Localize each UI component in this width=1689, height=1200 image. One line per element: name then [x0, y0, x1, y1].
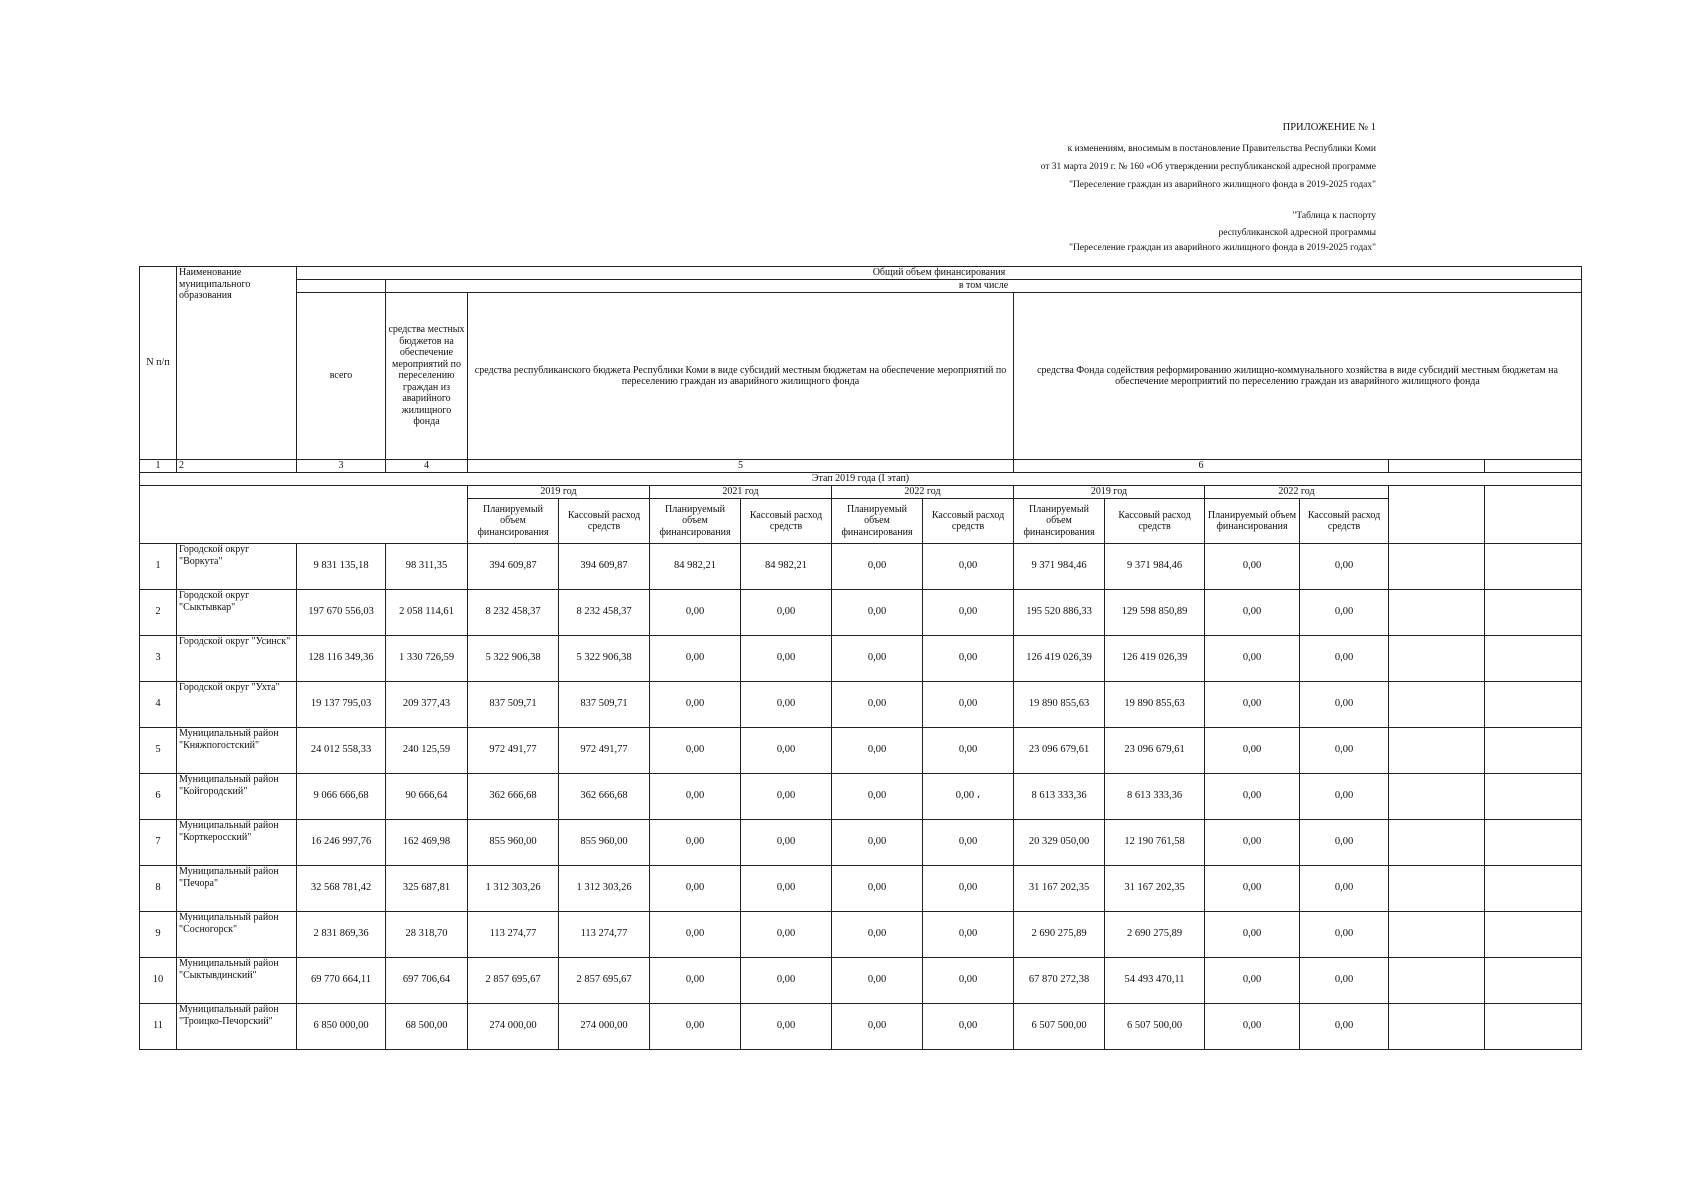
year-2019-fund: 2019 год [1014, 486, 1205, 499]
value-cell: 0,00 [741, 636, 832, 682]
value-cell: 0,00 [832, 636, 923, 682]
value-cell: 0,00 [741, 774, 832, 820]
row-number: 1 [140, 544, 177, 590]
cash-header: Кассовый расход средств [923, 499, 1014, 544]
value-cell: 0,00 [741, 866, 832, 912]
value-cell: 0,00 [923, 636, 1014, 682]
value-cell: 0,00 [741, 728, 832, 774]
value-cell: 23 096 679,61 [1014, 728, 1105, 774]
value-cell: 0,00 [923, 820, 1014, 866]
row-number: 8 [140, 866, 177, 912]
value-cell: 972 491,77 [559, 728, 650, 774]
row-number: 9 [140, 912, 177, 958]
cash-header: Кассовый расход средств [1300, 499, 1389, 544]
col-name-header: Наименование муниципального образования [177, 267, 297, 460]
municipality-name: Городской округ "Ухта" [177, 682, 297, 728]
value-cell: 1 312 303,26 [559, 866, 650, 912]
value-cell: 19 137 795,03 [297, 682, 386, 728]
empty-cell [1485, 590, 1582, 636]
row-number: 3 [140, 636, 177, 682]
value-cell: 362 666,68 [468, 774, 559, 820]
row-number: 7 [140, 820, 177, 866]
value-cell: 0,00 [832, 544, 923, 590]
empty-cell [1389, 958, 1485, 1004]
value-cell: 0,00 [741, 1004, 832, 1050]
value-cell: 8 613 333,36 [1014, 774, 1105, 820]
value-cell: 972 491,77 [468, 728, 559, 774]
value-cell: 362 666,68 [559, 774, 650, 820]
col-number: 6 [1014, 460, 1389, 473]
value-cell: 9 371 984,46 [1105, 544, 1205, 590]
empty-cell [1485, 682, 1582, 728]
value-cell: 0,00 [923, 682, 1014, 728]
value-cell: 6 850 000,00 [297, 1004, 386, 1050]
table-row [140, 544, 1582, 590]
value-cell: 195 520 886,33 [1014, 590, 1105, 636]
value-cell: 9 371 984,46 [1014, 544, 1105, 590]
planned-header: Планируемый объем финансирования [1205, 499, 1300, 544]
value-cell: 2 690 275,89 [1105, 912, 1205, 958]
header-line-3: "Переселение граждан из аварийного жилищного фонда в 2019-2025 годах" [1069, 180, 1376, 190]
value-cell: 2 857 695,67 [468, 958, 559, 1004]
municipality-name: Городской округ "Воркута" [177, 544, 297, 590]
table-row [140, 728, 1582, 774]
value-cell: 0,00 [923, 912, 1014, 958]
value-cell: 0,00 [832, 774, 923, 820]
value-cell: 69 770 664,11 [297, 958, 386, 1004]
value-cell: 0,00 [1300, 866, 1389, 912]
empty-cell [1485, 1004, 1582, 1050]
value-cell: 0,00 [650, 1004, 741, 1050]
value-cell: 6 507 500,00 [1014, 1004, 1105, 1050]
value-cell: 0,00 [650, 636, 741, 682]
empty-cell [1389, 912, 1485, 958]
empty-cell [1389, 1004, 1485, 1050]
municipality-name: Муниципальный район "Печора" [177, 866, 297, 912]
table-row [140, 912, 1582, 958]
value-cell: 2 058 114,61 [386, 590, 468, 636]
value-cell: 113 274,77 [468, 912, 559, 958]
value-cell: 274 000,00 [559, 1004, 650, 1050]
value-cell: 0,00 [650, 820, 741, 866]
col-rep-header: средства республиканского бюджета Республики Коми в виде субсидий местным бюджетам на обеспечение мероприятий по переселению граждан из аварийного жилищного фонда [468, 293, 1014, 460]
value-cell: 0,00 [1205, 820, 1300, 866]
value-cell: 0,00 [741, 820, 832, 866]
empty-cell [1389, 590, 1485, 636]
col-incl-header: в том числе [386, 280, 1582, 293]
row-number: 5 [140, 728, 177, 774]
value-cell: 209 377,43 [386, 682, 468, 728]
empty-cell [1485, 774, 1582, 820]
municipality-name: Муниципальный район "Сыктывдинский" [177, 958, 297, 1004]
col-np-header: N п/п [140, 267, 177, 460]
value-cell: 0,00 [650, 774, 741, 820]
value-cell: 0,00 [1205, 636, 1300, 682]
col-number: 1 [140, 460, 177, 473]
table-row [140, 1004, 1582, 1050]
year-2022-rep: 2022 год [832, 486, 1014, 499]
value-cell: 0,00 [923, 958, 1014, 1004]
value-cell: 240 125,59 [386, 728, 468, 774]
value-cell: 394 609,87 [559, 544, 650, 590]
value-cell: 837 509,71 [559, 682, 650, 728]
table-row [140, 682, 1582, 728]
value-cell: 28 318,70 [386, 912, 468, 958]
header-line-2: от 31 марта 2019 г. № 160 «Об утверждении республиканской адресной программе [1040, 162, 1376, 172]
planned-header: Планируемый объем финансирования [468, 499, 559, 544]
value-cell: 0,00 [1205, 682, 1300, 728]
value-cell: 0,00 ، [923, 774, 1014, 820]
table-row [140, 820, 1582, 866]
empty-cell [1389, 866, 1485, 912]
empty-cell [1389, 636, 1485, 682]
value-cell: 0,00 [1205, 544, 1300, 590]
year-2021-rep: 2021 год [650, 486, 832, 499]
value-cell: 128 116 349,36 [297, 636, 386, 682]
value-cell: 0,00 [1205, 728, 1300, 774]
value-cell: 0,00 [650, 958, 741, 1004]
value-cell: 0,00 [1300, 590, 1389, 636]
value-cell: 8 232 458,37 [468, 590, 559, 636]
value-cell: 84 982,21 [650, 544, 741, 590]
stage-label: Этап 2019 года (I этап) [140, 473, 1582, 486]
value-cell: 20 329 050,00 [1014, 820, 1105, 866]
planned-header: Планируемый объем финансирования [832, 499, 923, 544]
row-number: 10 [140, 958, 177, 1004]
value-cell: 0,00 [1300, 728, 1389, 774]
value-cell: 0,00 [923, 544, 1014, 590]
value-cell: 2 831 869,36 [297, 912, 386, 958]
value-cell: 274 000,00 [468, 1004, 559, 1050]
row-number: 6 [140, 774, 177, 820]
empty-cell [1389, 544, 1485, 590]
cash-header: Кассовый расход средств [741, 499, 832, 544]
value-cell: 0,00 [1300, 912, 1389, 958]
value-cell: 197 670 556,03 [297, 590, 386, 636]
value-cell: 0,00 [1205, 1004, 1300, 1050]
column-numbers-row [140, 460, 1582, 473]
value-cell: 126 419 026,39 [1105, 636, 1205, 682]
value-cell: 113 274,77 [559, 912, 650, 958]
table-row [140, 774, 1582, 820]
value-cell: 0,00 [832, 1004, 923, 1050]
value-cell: 0,00 [650, 728, 741, 774]
value-cell: 90 666,64 [386, 774, 468, 820]
value-cell: 0,00 [1205, 774, 1300, 820]
empty-cell [1389, 820, 1485, 866]
value-cell: 12 190 761,58 [1105, 820, 1205, 866]
planned-header: Планируемый объем финансирования [1014, 499, 1105, 544]
value-cell: 0,00 [650, 866, 741, 912]
value-cell: 8 232 458,37 [559, 590, 650, 636]
header-line-5: республиканской адресной программы [1218, 228, 1376, 238]
value-cell: 0,00 [1205, 590, 1300, 636]
value-cell: 0,00 [1300, 636, 1389, 682]
table-header [140, 267, 1582, 544]
value-cell: 0,00 [832, 820, 923, 866]
value-cell: 1 330 726,59 [386, 636, 468, 682]
value-cell: 0,00 [1205, 866, 1300, 912]
value-cell: 16 246 997,76 [297, 820, 386, 866]
value-cell: 84 982,21 [741, 544, 832, 590]
empty-cell [1485, 728, 1582, 774]
municipality-name: Городской округ "Усинск" [177, 636, 297, 682]
value-cell: 0,00 [741, 682, 832, 728]
value-cell: 8 613 333,36 [1105, 774, 1205, 820]
value-cell: 0,00 [923, 728, 1014, 774]
col-number: 2 [177, 460, 297, 473]
municipality-name: Городской округ "Сыктывкар" [177, 590, 297, 636]
empty-cell [1389, 728, 1485, 774]
financing-table [139, 266, 1582, 1050]
col-total-group-header: Общий объем финансирования [297, 267, 1582, 280]
header-line-1: к изменениям, вносимым в постановление Правительства Республики Коми [1067, 144, 1376, 154]
value-cell: 0,00 [741, 958, 832, 1004]
appendix-title: ПРИЛОЖЕНИЕ № 1 [1282, 122, 1376, 133]
planned-header: Планируемый объем финансирования [650, 499, 741, 544]
empty-cell [1485, 544, 1582, 590]
value-cell: 6 507 500,00 [1105, 1004, 1205, 1050]
year-2019-rep: 2019 год [468, 486, 650, 499]
value-cell: 129 598 850,89 [1105, 590, 1205, 636]
header-line-6: "Переселение граждан из аварийного жилищного фонда в 2019-2025 годах" [1069, 243, 1376, 253]
row-number: 4 [140, 682, 177, 728]
value-cell: 855 960,00 [468, 820, 559, 866]
value-cell: 0,00 [832, 590, 923, 636]
value-cell: 31 167 202,35 [1014, 866, 1105, 912]
value-cell: 5 322 906,38 [559, 636, 650, 682]
municipality-name: Муниципальный район "Корткеросский" [177, 820, 297, 866]
value-cell: 0,00 [1205, 912, 1300, 958]
col-local-header: средства местных бюджетов на обеспечение мероприятий по переселению граждан из аварийного жилищного фонда [386, 293, 468, 460]
value-cell: 24 012 558,33 [297, 728, 386, 774]
value-cell: 837 509,71 [468, 682, 559, 728]
value-cell: 0,00 [923, 1004, 1014, 1050]
value-cell: 2 690 275,89 [1014, 912, 1105, 958]
value-cell: 0,00 [1300, 544, 1389, 590]
value-cell: 0,00 [650, 682, 741, 728]
value-cell: 0,00 [1300, 682, 1389, 728]
value-cell: 325 687,81 [386, 866, 468, 912]
value-cell: 0,00 [741, 590, 832, 636]
empty-cell [1485, 912, 1582, 958]
value-cell: 19 890 855,63 [1105, 682, 1205, 728]
value-cell: 0,00 [741, 912, 832, 958]
col-number: 5 [468, 460, 1014, 473]
value-cell: 54 493 470,11 [1105, 958, 1205, 1004]
value-cell: 162 469,98 [386, 820, 468, 866]
value-cell: 0,00 [1300, 820, 1389, 866]
value-cell: 0,00 [832, 866, 923, 912]
table-row [140, 590, 1582, 636]
value-cell: 697 706,64 [386, 958, 468, 1004]
value-cell: 32 568 781,42 [297, 866, 386, 912]
value-cell: 9 066 666,68 [297, 774, 386, 820]
value-cell: 126 419 026,39 [1014, 636, 1105, 682]
row-number: 2 [140, 590, 177, 636]
value-cell: 5 322 906,38 [468, 636, 559, 682]
col-fund-header: средства Фонда содействия реформированию жилищно-коммунального хозяйства в виде субсидий местным бюджетам на обеспечение мероприятий по переселению граждан из аварийного жилищного фонда [1014, 293, 1582, 460]
value-cell: 0,00 [923, 866, 1014, 912]
empty-cell [1485, 958, 1582, 1004]
col-number: 4 [386, 460, 468, 473]
empty-cell [1389, 682, 1485, 728]
table-row [140, 866, 1582, 912]
empty-cell [1389, 774, 1485, 820]
value-cell: 0,00 [650, 912, 741, 958]
empty-cell [1485, 866, 1582, 912]
value-cell: 0,00 [923, 590, 1014, 636]
empty-cell [1485, 820, 1582, 866]
value-cell: 0,00 [832, 682, 923, 728]
cash-header: Кассовый расход средств [559, 499, 650, 544]
municipality-name: Муниципальный район "Княжпогостский" [177, 728, 297, 774]
row-number: 11 [140, 1004, 177, 1050]
municipality-name: Муниципальный район "Троицко-Печорский" [177, 1004, 297, 1050]
value-cell: 19 890 855,63 [1014, 682, 1105, 728]
table-row [140, 636, 1582, 682]
value-cell: 0,00 [832, 958, 923, 1004]
empty-cell [1485, 636, 1582, 682]
value-cell: 31 167 202,35 [1105, 866, 1205, 912]
value-cell: 98 311,35 [386, 544, 468, 590]
value-cell: 68 500,00 [386, 1004, 468, 1050]
col-total-header: всего [297, 293, 386, 460]
value-cell: 394 609,87 [468, 544, 559, 590]
value-cell: 0,00 [832, 912, 923, 958]
municipality-name: Муниципальный район "Сосногорск" [177, 912, 297, 958]
value-cell: 0,00 [1205, 958, 1300, 1004]
value-cell: 855 960,00 [559, 820, 650, 866]
value-cell: 0,00 [1300, 958, 1389, 1004]
municipality-name: Муниципальный район "Койгородский" [177, 774, 297, 820]
value-cell: 2 857 695,67 [559, 958, 650, 1004]
table-body [140, 544, 1582, 1050]
value-cell: 67 870 272,38 [1014, 958, 1105, 1004]
col-number: 3 [297, 460, 386, 473]
year-2022-fund: 2022 год [1205, 486, 1389, 499]
cash-header: Кассовый расход средств [1105, 499, 1205, 544]
value-cell: 23 096 679,61 [1105, 728, 1205, 774]
table-row [140, 958, 1582, 1004]
value-cell: 0,00 [1300, 774, 1389, 820]
value-cell: 0,00 [1300, 1004, 1389, 1050]
value-cell: 0,00 [650, 590, 741, 636]
value-cell: 9 831 135,18 [297, 544, 386, 590]
header-line-4: "Таблица к паспорту [1292, 211, 1376, 221]
value-cell: 0,00 [832, 728, 923, 774]
value-cell: 1 312 303,26 [468, 866, 559, 912]
